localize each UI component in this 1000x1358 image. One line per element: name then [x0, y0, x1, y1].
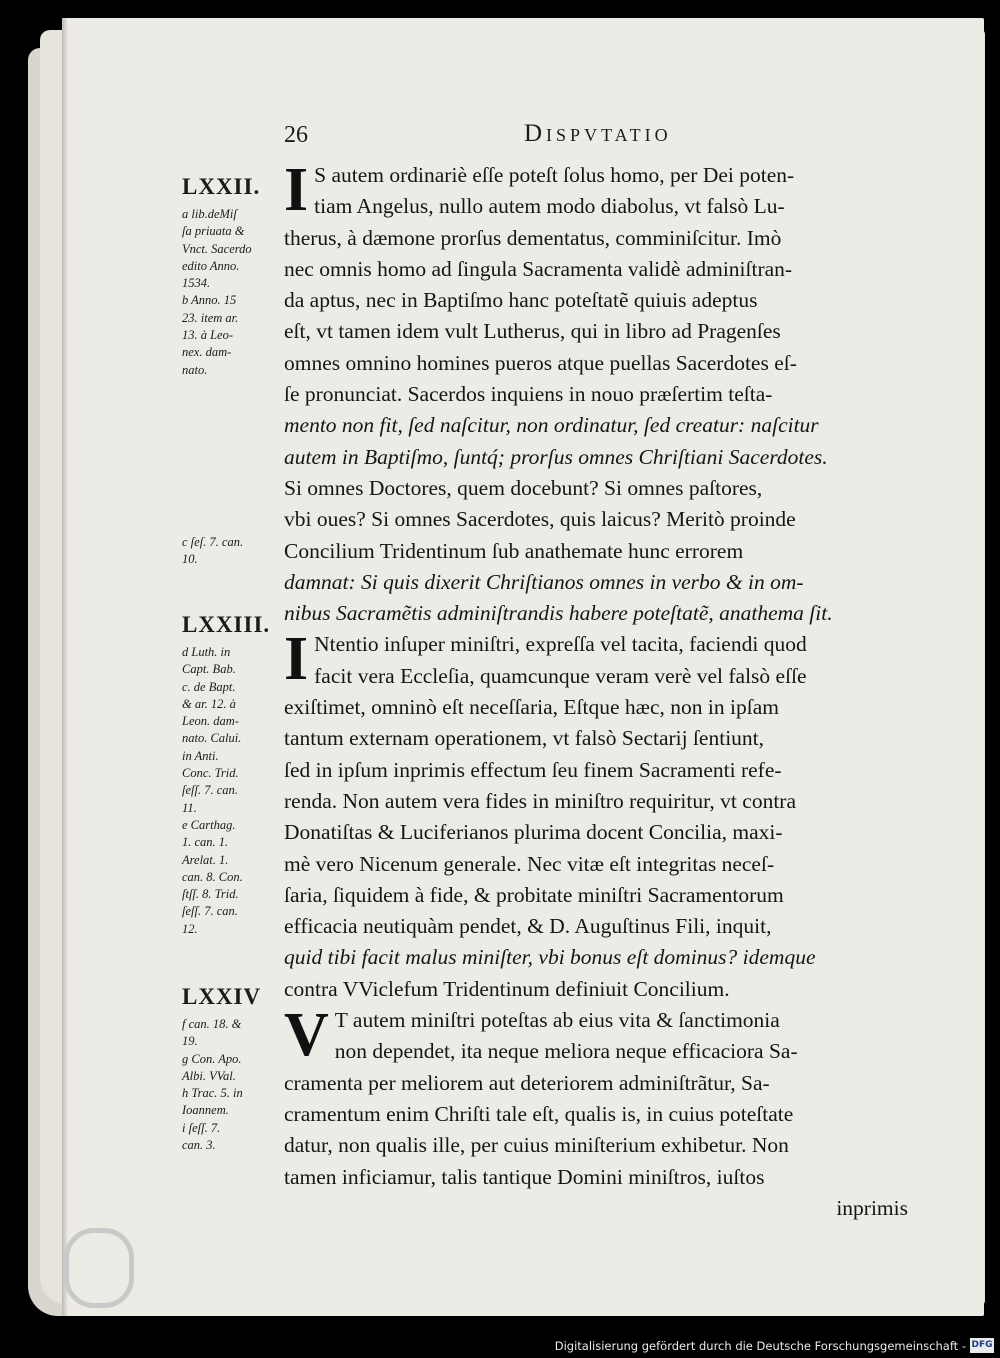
paragraph-lines — [284, 625, 914, 1005]
text-line: contra VViclefum Tridentinum definiuit Concilium. — [284, 976, 730, 1001]
paper-clip-icon — [64, 1228, 134, 1308]
dfg-logo-icon: DFG — [970, 1338, 994, 1353]
funding-credit: Digitalisierung gefördert durch die Deutsche Forschungsgemeinschaft - — [554, 1339, 966, 1353]
text-line: quid tibi facit malus miniſter, vbi bonus eſt dominus? idemque — [284, 945, 816, 970]
section-number: LXXIII. — [182, 612, 271, 637]
text-line: damnat: Si quis dixerit Chriſtianos omnes in verbo & in om- — [284, 569, 804, 594]
main-text — [284, 156, 914, 1224]
text-line: Ntentio inſuper miniſtri, expreſſa vel tacita, faciendi quod — [314, 632, 807, 657]
text-line: mento non fit, ſed naſcitur, non ordinatur, ſed creatur: naſcitur — [284, 413, 819, 438]
text-line: renda. Non autem vera fides in miniſtro requiritur, vt contra — [284, 788, 796, 813]
paragraph-lines — [284, 156, 914, 629]
text-line: S autem ordinariè eſſe poteſt ſolus homo, per Dei poten- — [314, 163, 795, 187]
page-number: 26 — [284, 122, 308, 148]
text-line: T autem miniſtri poteſtas ab eius vita & ſanctimonia — [334, 1008, 780, 1033]
paragraph — [284, 625, 914, 1005]
text-line: Donatiſtas & Luciferianos plurima docent Concilia, maxi- — [284, 820, 783, 845]
running-head: Dispvtatio — [524, 120, 672, 147]
text-line: ſe pronunciat. Sacerdos inquiens in nouo præſertim teſta- — [284, 382, 773, 407]
margin-note: c ſeſ. 7. can. 10. — [182, 535, 244, 567]
text-line: Si omnes Doctores, quem docebunt? Si omnes paſtores, — [284, 475, 763, 500]
margin-note: a lib.deMiſ ſa priuata & Vnct. Sacerdo edito Anno. 1534. b Anno. 15 23. item ar. 13. à Leo- nex. dam- nato. — [182, 207, 252, 377]
section-number: LXXIV — [182, 984, 262, 1009]
text-line: nec omnis homo ad ſingula Sacramenta validè adminiſtran- — [284, 256, 793, 281]
drop-capital: V — [284, 1001, 329, 1070]
text-line: eſt, vt tamen idem vult Lutherus, qui in libro ad Pragenſes — [284, 319, 781, 344]
text-line: tantum externam operationem, vt falsò Sectarij ſentiunt, — [284, 726, 765, 751]
page-header — [284, 118, 924, 158]
paragraph-lines — [284, 1001, 914, 1193]
text-line: da aptus, nec in Baptiſmo hanc poteſtatẽ quiuis adeptus — [284, 288, 758, 313]
margin-note: f can. 18. & 19. g Con. Apo. Albi. VVal. h Trac. 5. in Ioannem. i ſeſſ. 7. can. 3. — [182, 1017, 243, 1153]
text-line: ſed in ipſum inprimis effectum ſeu finem Sacramenti refe- — [284, 757, 782, 782]
text-line: mè vero Nicenum generale. Nec vitæ eſt integritas neceſ- — [284, 851, 775, 876]
margin-note: d Luth. in Capt. Bab. c. de Bapt. & ar. 12. à Leon. dam- nato. Calui. in Anti. Conc. Trid. ſeſſ. 7. can. 11. e Carthag. 1. can. 1. Arelat. 1. can. 8. Con. ſtſſ. 8. Trid. ſeſſ. 7. can. 12. — [182, 645, 243, 936]
text-line: exiſtimet, omninò eſt neceſſaria, Eſtque hæc, non in ipſam — [284, 695, 779, 720]
text-line: tamen inficiamur, talis tantique Domini miniſtros, iuſtos — [284, 1164, 765, 1189]
section-number: LXXII. — [182, 174, 261, 199]
text-line: tiam Angelus, nullo autem modo diabolus, vt falsò Lu- — [314, 194, 785, 219]
text-line: non dependet, ita neque meliora neque efficaciora Sa- — [334, 1039, 798, 1064]
paragraph — [284, 1001, 914, 1193]
text-line: ſaria, ſiquidem à fide, & probitate miniſtri Sacramentorum — [284, 882, 784, 907]
text-line: autem in Baptiſmo, ſuntq́; prorſus omnes Chriſtiani Sacerdotes. — [284, 444, 828, 469]
catchword: inprimis — [836, 1195, 908, 1220]
drop-capital: I — [284, 625, 309, 694]
text-line: nibus Sacramẽtis adminiſtrandis habere poteſtatẽ, anathema ſit. — [284, 601, 833, 626]
text-line: cramentum enim Chriſti tale eſt, qualis is, in cuius poteſtate — [284, 1101, 794, 1126]
text-line: datur, non qualis ille, per cuius miniſterium exhibetur. Non — [284, 1133, 789, 1158]
page-gutter-shadow — [62, 18, 68, 1316]
text-line: vbi oues? Si omnes Sacerdotes, quis laicus? Meritò proinde — [284, 507, 796, 532]
text-line: facit vera Eccleſia, quamcunque veram verè vel falsò eſſe — [314, 663, 807, 688]
text-line: Concilium Tridentinum ſub anathemate hunc errorem — [284, 538, 744, 563]
text-line: therus, à dæmone prorſus dementatus, comminiſcitur. Imò — [284, 225, 782, 250]
drop-capital: I — [284, 156, 309, 224]
text-line: cramenta per meliorem aut deteriorem adminiſtrãtur, Sa- — [284, 1070, 770, 1095]
text-line: omnes omnino homines pueros atque puellas Sacerdotes eſ- — [284, 350, 797, 375]
paragraph — [284, 156, 914, 629]
text-line: efficacia neutiquàm pendet, & D. Auguſtinus Fili, inquit, — [284, 914, 772, 939]
